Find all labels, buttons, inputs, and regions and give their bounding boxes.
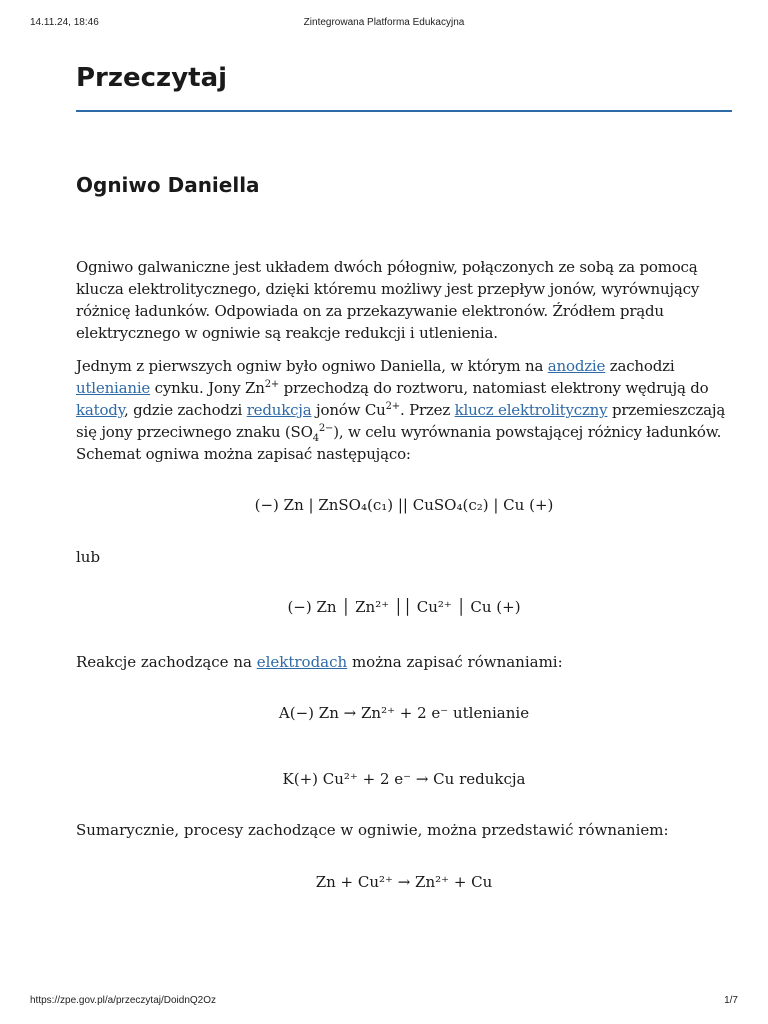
print-title: Zintegrowana Platforma Edukacyjna (303, 17, 465, 28)
text-lub: lub (76, 548, 101, 566)
reaction-anode: A(−) Zn → Zn²⁺ + 2 e⁻ utlenianie (278, 704, 530, 722)
paragraph-summary: Sumarycznie, procesy zachodzące w ogniwie, można przedstawić równaniem: (76, 821, 669, 839)
link-katody[interactable]: katody (76, 401, 124, 419)
page-number: 1/7 (724, 995, 738, 1006)
reaction-total: Zn + Cu²⁺ → Zn²⁺ + Cu (315, 873, 493, 891)
print-date: 14.11.24, 18:46 (30, 17, 99, 28)
print-url: https://zpe.gov.pl/a/przeczytaj/DoidnQ2Oz (30, 995, 217, 1006)
title-divider (76, 110, 732, 112)
paragraph-intro: Ogniwo galwaniczne jest układem dwóch półogniw, połączonych ze sobą za pomocą klucza elektrolitycznego, dzięki któremu możliwy jest przepływ jonów, wyrównujący różnicę ładunków. Odpowiada on za przekazywanie elektronów. Źródłem prądu elektrycznego w ogniwie są reakcje redukcji i utlenienia. (76, 258, 700, 342)
link-utlenianie[interactable]: utlenianie (76, 379, 151, 397)
link-elektrodach[interactable]: elektrodach (256, 653, 348, 671)
sulfate-ion: $SO_4^{2-}$ (290, 423, 334, 444)
paragraph-daniell: Jednym z pierwszych ogniw było ogniwo Daniella, w którym na anodzie zachodzi utlenianie cynku. Jony $Zn^{2+}$ przechodzą do roztworu, natomiast elektrony wędrują do katody, gdzie zachodzi redukcja jonów $Cu^{2+}$. Przez klucz elektrolityczny przemieszczają się jony przeciwnego znaku $(SO_4^{2-})$, w celu wyrównania powstającej różnicy ładunków. Schemat ogniwa można zapisać następująco: (76, 357, 726, 463)
cell-scheme-2: (−) Zn │ Zn²⁺ ││ Cu²⁺ │ Cu (+) (287, 598, 521, 616)
print-footer (0, 995, 768, 1009)
zinc-ion: $Zn^{2+}$ (245, 379, 280, 397)
link-klucz-elektrolityczny[interactable]: klucz elektrolityczny (454, 401, 608, 419)
link-anodzie[interactable]: anodzie (547, 357, 606, 375)
paragraph-reactions: Reakcje zachodzące na elektrodach można zapisać równaniami: (76, 653, 563, 671)
cell-scheme-1: (−) Zn | ZnSO₄(c₁) || CuSO₄(c₂) | Cu (+) (254, 496, 554, 514)
print-header (0, 17, 768, 31)
copper-ion: $Cu^{2+}$ (364, 401, 400, 419)
link-redukcja[interactable]: redukcja (246, 401, 312, 419)
page-title: Przeczytaj (76, 63, 228, 93)
article (76, 60, 732, 891)
section-title: Ogniwo Daniella (76, 173, 260, 197)
reaction-cathode: K(+) Cu²⁺ + 2 e⁻ → Cu redukcja (282, 770, 526, 788)
